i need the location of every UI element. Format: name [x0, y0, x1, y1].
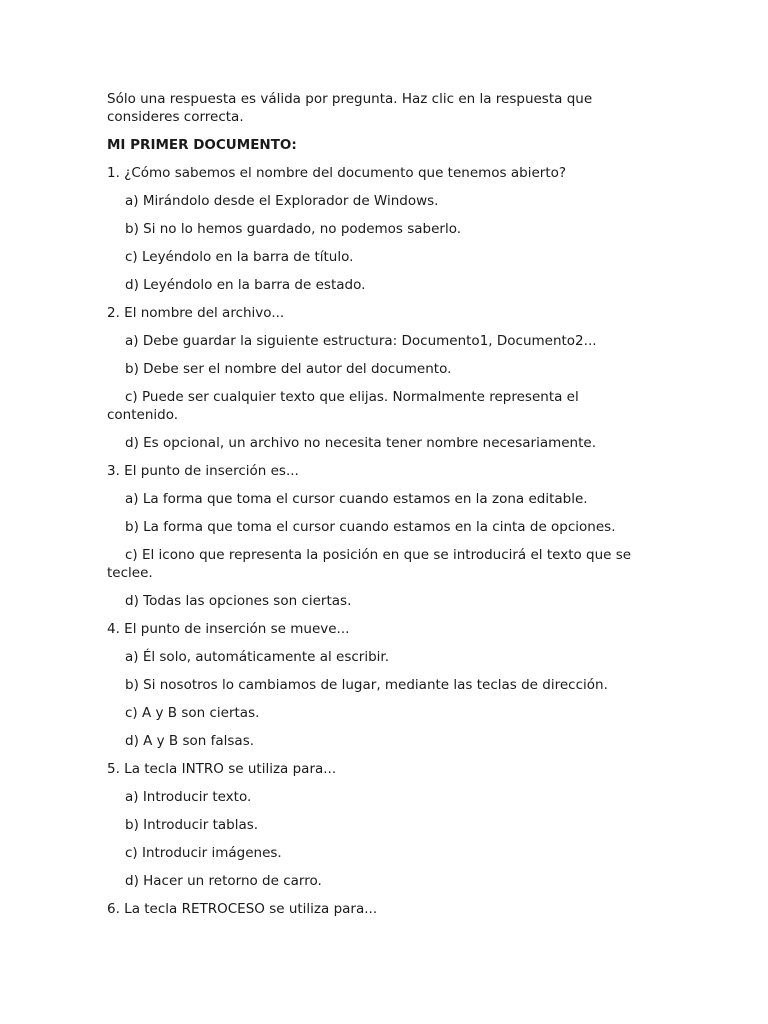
answer-option[interactable]: c) El icono que representa la posición en que se introducirá el texto que se teclee.: [107, 547, 632, 581]
answer-option[interactable]: d) Todas las opciones son ciertas.: [125, 593, 352, 609]
answer-option[interactable]: a) La forma que toma el cursor cuando estamos en la zona editable.: [125, 491, 588, 507]
answer-option[interactable]: d) Leyéndolo en la barra de estado.: [125, 277, 366, 293]
answer-option[interactable]: a) Mirándolo desde el Explorador de Windows.: [125, 193, 439, 209]
answer-option[interactable]: a) Él solo, automáticamente al escribir.: [125, 649, 390, 665]
question-5: [107, 760, 652, 890]
question-4: [107, 620, 652, 750]
question-6: [107, 900, 652, 918]
answer-option[interactable]: c) Puede ser cualquier texto que elijas. Normalmente representa el contenido.: [107, 389, 579, 423]
answer-option[interactable]: d) Es opcional, un archivo no necesita tener nombre necesariamente.: [125, 435, 597, 451]
question-text: 2. El nombre del archivo...: [107, 305, 285, 321]
question-text: 1. ¿Cómo sabemos el nombre del documento que tenemos abierto?: [107, 165, 567, 181]
question-text: 6. La tecla RETROCESO se utiliza para...: [107, 901, 378, 917]
answer-option[interactable]: b) Introducir tablas.: [125, 817, 259, 833]
answer-option[interactable]: a) Debe guardar la siguiente estructura: Documento1, Documento2...: [125, 333, 597, 349]
answer-option[interactable]: c) Leyéndolo en la barra de título.: [125, 249, 354, 265]
answer-option[interactable]: b) Si no lo hemos guardado, no podemos saberlo.: [125, 221, 462, 237]
question-list: [107, 164, 652, 918]
answer-option[interactable]: b) La forma que toma el cursor cuando estamos en la cinta de opciones.: [125, 519, 616, 535]
question-1: [107, 164, 652, 294]
answer-option[interactable]: d) A y B son falsas.: [125, 733, 255, 749]
instructions-text: Sólo una respuesta es válida por pregunta. Haz clic en la respuesta que consideres correcta.: [107, 91, 593, 125]
question-text: 5. La tecla INTRO se utiliza para...: [107, 761, 337, 777]
question-3: [107, 462, 652, 610]
question-text: 4. El punto de inserción se mueve...: [107, 621, 350, 637]
answer-option[interactable]: d) Hacer un retorno de carro.: [125, 873, 322, 889]
question-2: [107, 304, 652, 452]
document-page: [107, 90, 652, 928]
section-heading: MI PRIMER DOCUMENTO:: [107, 137, 297, 153]
answer-option[interactable]: c) Introducir imágenes.: [125, 845, 282, 861]
answer-option[interactable]: a) Introducir texto.: [125, 789, 252, 805]
answer-option[interactable]: c) A y B son ciertas.: [125, 705, 260, 721]
question-text: 3. El punto de inserción es...: [107, 463, 299, 479]
answer-option[interactable]: b) Debe ser el nombre del autor del documento.: [125, 361, 452, 377]
answer-option[interactable]: b) Si nosotros lo cambiamos de lugar, mediante las teclas de dirección.: [125, 677, 608, 693]
